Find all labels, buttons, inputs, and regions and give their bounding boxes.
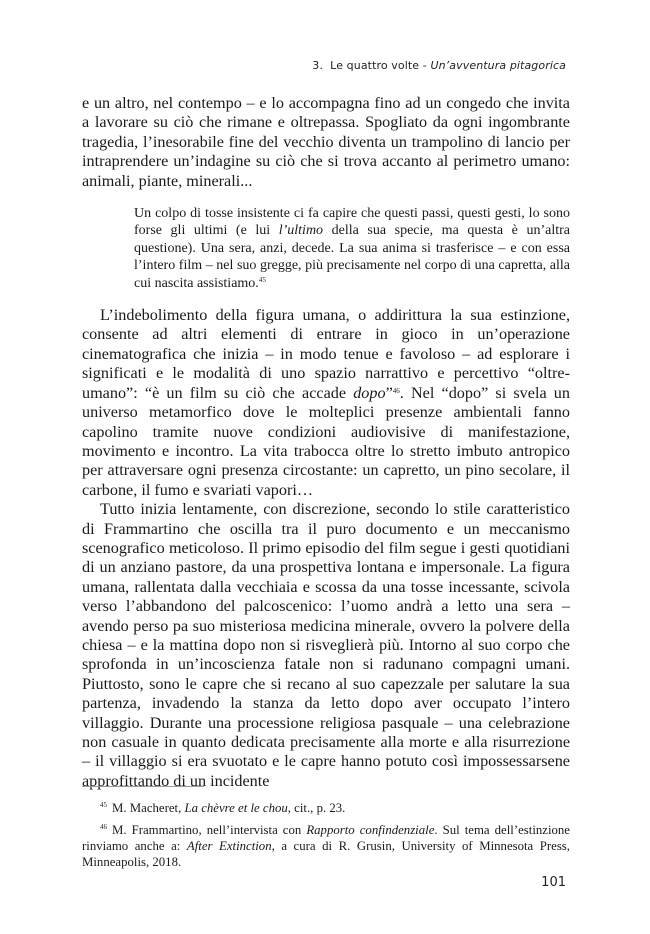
paragraph-2-text-2: ” xyxy=(385,383,393,402)
footnote-45-italic: La chèvre et le chou xyxy=(184,801,288,815)
quote-text-1: Un colpo di tosse insistente ci fa capire che questi passi, questi gesti, lo sono forse gli ultimi (e lui xyxy=(134,206,570,239)
footnotes xyxy=(82,800,570,876)
footnote-ref-46[interactable]: 46 xyxy=(392,386,400,395)
paragraph-2 xyxy=(82,306,570,500)
paragraph-2-text-1: L’indebolimento della figura umana, o addirittura la sua estinzione, consente ad altri elementi di entrare in gioco in un’operazione cinematografica che inizia – in modo tenue e favoloso – ad esplorare i significati e le modalità di uno spazio narrattivo e percettivo “oltre-umano”: “è un film su ciò che accade xyxy=(82,306,570,402)
footnote-46-number: 46 xyxy=(100,823,107,831)
quote-italic: l’ultimo xyxy=(278,223,324,239)
paragraph-1: e un altro, nel contempo – e lo accompagna fino ad un congedo che invita a lavorare su ciò che rimane e oltrepassa. Spogliato da ogni ingombrante tragedia, l’inesorabile fine del vecchio diventa un trampolino di lancio per intraprendere un’indagine su ciò che si trova accanto al perimetro umano: animali, piante, minerali... xyxy=(82,94,570,190)
running-head xyxy=(312,59,566,72)
footnote-46-text-3: , a cura di R. Grusin, University of Minnesota Press, Minneapolis, 2018. xyxy=(82,839,570,869)
block-quote xyxy=(82,205,570,292)
footnote-46-italic-2: After Extinction xyxy=(186,839,272,853)
footnote-ref-45[interactable]: 45 xyxy=(258,275,266,284)
running-head-section: 3. xyxy=(312,59,323,72)
footnote-divider xyxy=(82,786,204,787)
footnote-45-number: 45 xyxy=(100,801,107,809)
running-head-title: Le quattro volte xyxy=(330,59,420,72)
footnote-46-italic: Rapporto confindenziale xyxy=(306,823,435,837)
footnote-46-text-1: M. Frammartino, nell’intervista con xyxy=(112,823,307,837)
footnote-46-text-2: . Sul tema dell’estinzione rinviamo anche a: xyxy=(82,823,570,853)
quote-text-2: della sua specie, ma questa è un’altra questione). Una sera, anzi, decede. La sua anima si trasferisce – e con essa l’intero film – nel suo gregge, più precisamente nel corpo di una capretta, alla cui nascita assistiamo. xyxy=(134,223,570,291)
page-number: 101 xyxy=(541,875,566,890)
footnote-45 xyxy=(82,800,570,816)
paragraph-2-text-3: . Nel “dopo” si svela un universo metamorfico dove le molteplici presenze ambientali fanno capolino tramite nuove condizioni audiovisive di manifestazione, movimento e incontro. La vita trabocca oltre lo stretto imbuto antropico per attraversare ogni presenza circostante: un capretto, un pino secolare, il carbone, il fumo e svariati vapori… xyxy=(82,383,570,499)
footnote-46 xyxy=(82,822,570,870)
running-head-separator: - xyxy=(419,59,431,72)
paragraph-3: Tutto inizia lentamente, con discrezione, secondo lo stile caratteristico di Frammartino che oscilla tra il puro documento e un meccanismo scenografico meticoloso. Il primo episodio del film segue i gesti quotidiani di un anziano pastore, da una prospettiva lontana e impersonale. La figura umana, rallentata dalla vecchiaia e scossa da una tosse incessante, scivola verso l’abbandono del palcoscenico: l’uomo andrà a letto una sera – avendo perso pa suo misteriosa medicina minerale, ovvero la polvere della chiesa – e la mattina dopo non si risveglierà più. Intorno al suo corpo che sprofonda in un’incoscienza fatale non si radunano compagni umani. Piuttosto, sono le capre che si recano al suo capezzale per salutare la sua partenza, invadendo la stanza da letto dopo aver occupato l’intero villaggio. Durante una processione religiosa pasquale – una celebrazione non casuale in quanto dedicata precisamente alla morte e alla risurrezione – il villaggio si era svuotato e le capre hanno potuto così impossessarsene approfittando di un incidente xyxy=(82,500,570,790)
body-text xyxy=(82,94,570,791)
running-head-subtitle: Un’avventura pitagorica xyxy=(430,59,566,72)
footnote-45-text-1: M. Macheret, xyxy=(112,801,185,815)
footnote-45-text-2: , cit., p. 23. xyxy=(287,801,346,815)
paragraph-2-italic: dopo xyxy=(353,383,386,402)
